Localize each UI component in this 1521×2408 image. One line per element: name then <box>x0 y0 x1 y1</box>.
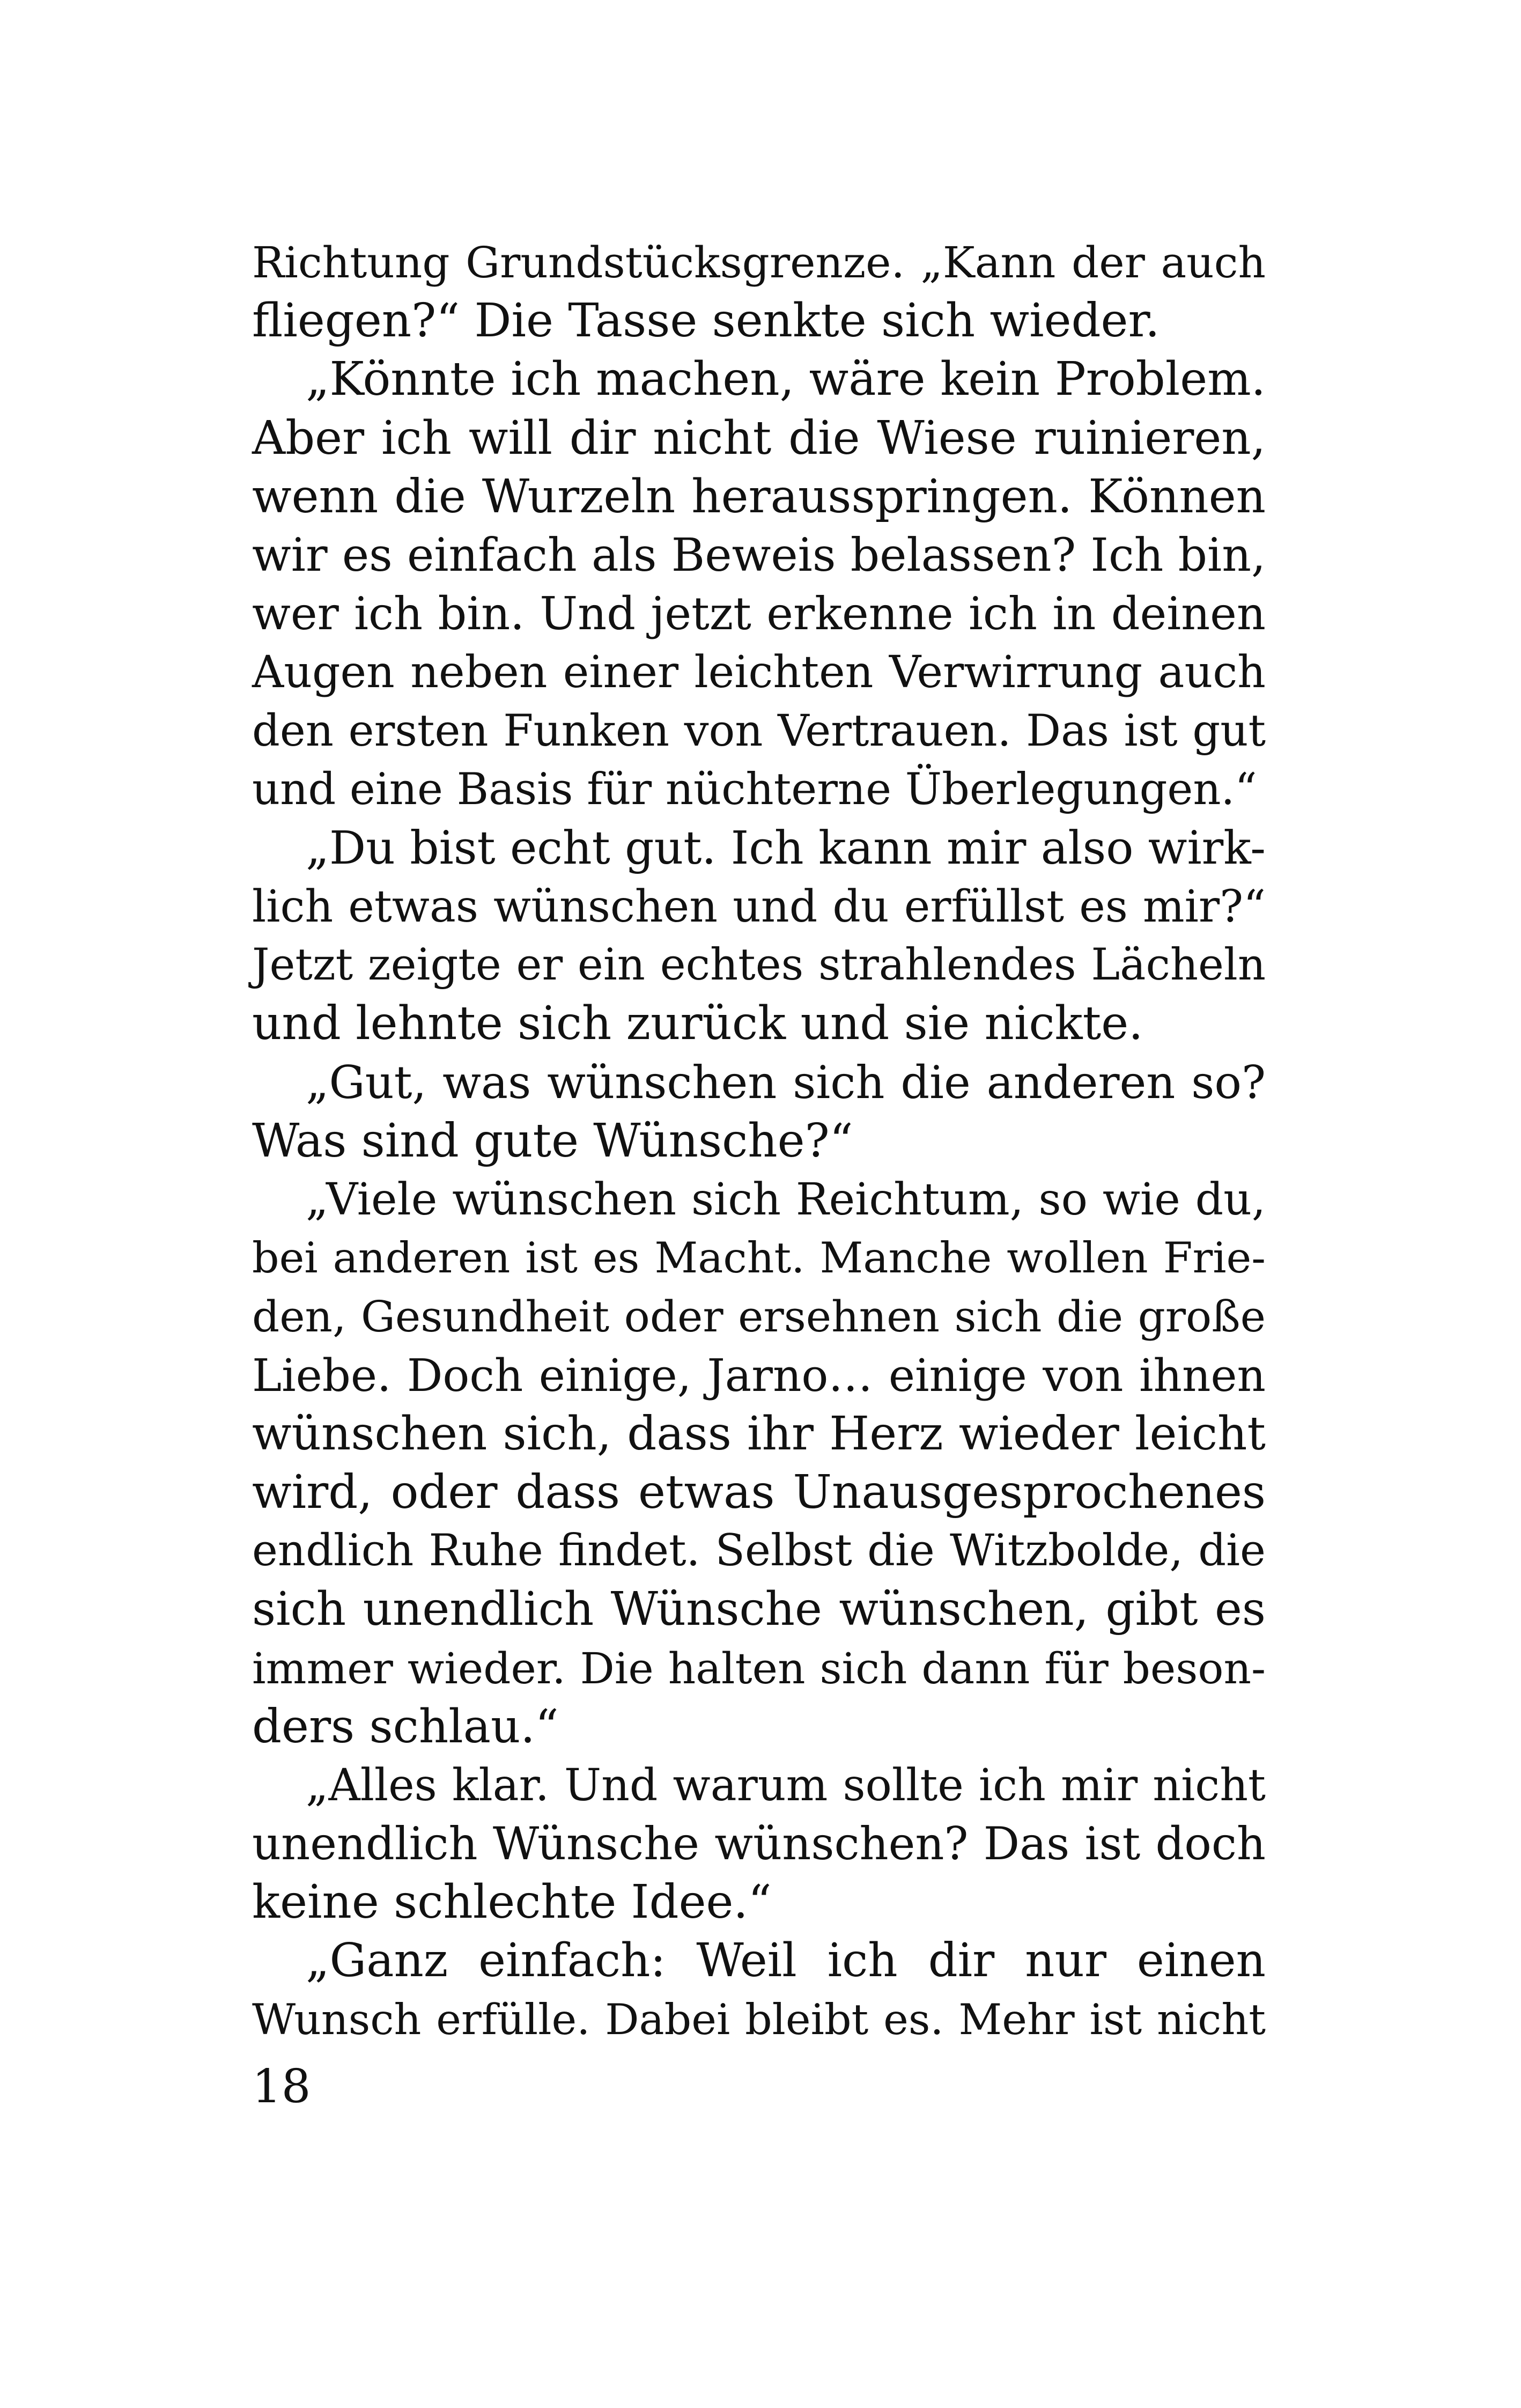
text-line: ders schlau.“ <box>252 1699 559 1754</box>
text-line: wenn die Wurzeln herausspringen. Können <box>252 469 1266 524</box>
text-line: keine schlechte Idee.“ <box>252 1875 772 1930</box>
text-line: und eine Basis für nüchterne Überlegungen.“ <box>252 764 1257 815</box>
text-line: lich etwas wünschen und du erfüllst es mir?“ <box>252 881 1266 933</box>
text-line: wird, oder dass etwas Unausgesprochenes <box>252 1465 1266 1519</box>
page-number: 18 <box>252 2060 311 2114</box>
text-line: wünschen sich, dass ihr Herz wieder leicht <box>252 1406 1266 1461</box>
text-line: Wunsch erfülle. Dabei bleibt es. Mehr ist nicht <box>252 1994 1266 2044</box>
text-line: und lehnte sich zurück und sie nickte. <box>252 997 1143 1051</box>
text-line: Was sind gute Wünsche?“ <box>252 1114 853 1168</box>
text-line: „Könnte ich machen, wäre kein Problem. <box>306 352 1266 407</box>
text-line: immer wieder. Die halten sich dann für beson- <box>252 1643 1266 1693</box>
text-line: sich unendlich Wünsche wünschen, gibt es <box>252 1582 1266 1637</box>
text-line: den ersten Funken von Vertrauen. Das ist gut <box>252 705 1266 756</box>
text-line: „Du bist echt gut. Ich kann mir also wirk- <box>306 821 1266 875</box>
text-line: Liebe. Doch einige, Jarno… einige von ihnen <box>252 1349 1266 1402</box>
text-line: „Gut, was wünschen sich die anderen so? <box>306 1056 1266 1109</box>
text-line: wir es einfach als Beweis belassen? Ich bin, <box>252 528 1266 582</box>
text-line: bei anderen ist es Macht. Manche wollen Frie- <box>252 1233 1266 1283</box>
text-line: fliegen?“ Die Tasse senkte sich wieder. <box>252 294 1160 348</box>
text-line: endlich Ruhe findet. Selbst die Witzbolde, die <box>252 1526 1266 1577</box>
text-line: Jetzt zeigte er ein echtes strahlendes Lächeln <box>252 940 1266 991</box>
text-line: Augen neben einer leichten Verwirrung auch <box>252 647 1266 698</box>
text-line: Aber ich will dir nicht die Wiese ruinieren, <box>252 411 1266 465</box>
body-text <box>252 233 1266 2049</box>
text-line: den, Gesundheit oder ersehnen sich die große <box>252 1292 1266 1342</box>
text-line: „Viele wünschen sich Reichtum, so wie du, <box>306 1174 1266 1225</box>
text-line: wer ich bin. Und jetzt erkenne ich in deinen <box>252 587 1266 640</box>
text-line: Richtung Grundstücksgrenze. „Kann der auch <box>252 238 1266 288</box>
text-line: „Alles klar. Und warum sollte ich mir nicht <box>306 1759 1266 1811</box>
text-line: unendlich Wünsche wünschen? Das ist doch <box>252 1817 1266 1871</box>
text-line: „Ganz einfach: Weil ich dir nur einen <box>306 1934 1266 1988</box>
